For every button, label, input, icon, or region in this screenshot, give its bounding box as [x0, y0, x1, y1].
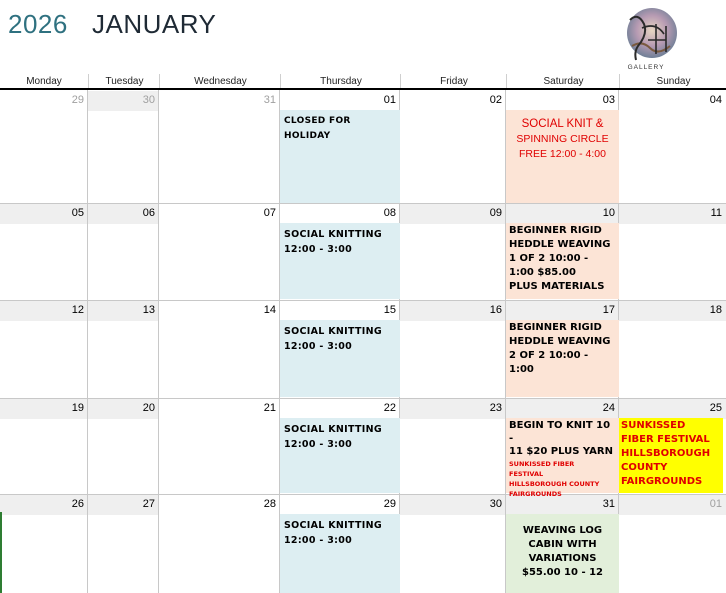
month-title: JANUARY: [92, 9, 217, 39]
logo-text: GALLERY: [627, 64, 665, 71]
column-divider: [158, 90, 159, 593]
date-number-outside-month: 29: [71, 94, 84, 106]
weekday-wednesday: Wednesday: [159, 74, 281, 89]
event-jan31-l1: WEAVING LOG: [522, 525, 603, 536]
event-jan03-social-knit: [506, 110, 619, 203]
date-number: 04: [709, 94, 722, 106]
date-number: 06: [88, 204, 159, 224]
event-jan10-l2: HEDDLE WEAVING: [509, 239, 611, 250]
event-jan31-l2: CABIN WITH: [528, 539, 597, 550]
date-number: 17: [506, 301, 619, 321]
event-jan31-log-cabin: [506, 514, 619, 593]
date-number: 09: [400, 204, 506, 224]
date-number: 15: [383, 304, 396, 316]
event-jan17-l1: BEGINNER RIGID: [509, 322, 602, 333]
weekday-saturday: Saturday: [506, 74, 620, 89]
event-jan24-note2: FESTIVAL: [509, 470, 544, 478]
date-number: 11: [619, 204, 726, 224]
event-jan29-title: SOCIAL KNITTING: [284, 520, 382, 531]
event-jan31-l4: $55.00 10 - 12: [521, 567, 603, 578]
date-number: 08: [383, 207, 396, 219]
event-jan17-l4: 1:00: [509, 364, 534, 375]
event-jan17-rigid-heddle: [506, 320, 619, 397]
date-number-outside-month: 31: [263, 94, 276, 106]
event-jan03-line2: SPINNING CIRCLE: [516, 133, 609, 145]
selection-edge: [0, 512, 2, 593]
event-jan25-l4: COUNTY: [621, 462, 668, 473]
date-number: 18: [619, 301, 726, 321]
event-jan03-line1: SOCIAL KNIT &: [521, 118, 604, 130]
event-jan08-time: 12:00 - 3:00: [284, 244, 353, 255]
event-jan03-line3: FREE 12:00 - 4:00: [519, 148, 606, 160]
event-jan17-l2: HEDDLE WEAVING: [509, 336, 611, 347]
date-number: 07: [263, 207, 276, 219]
date-number: 28: [263, 498, 276, 510]
date-number: 24: [506, 399, 619, 419]
date-number-outside-month: 01: [619, 495, 726, 515]
event-jan10-l1: BEGINNER RIGID: [509, 225, 602, 236]
date-number: 30: [400, 495, 506, 515]
event-jan25-l1: SUNKISSED: [621, 420, 686, 431]
event-jan29-time: 12:00 - 3:00: [284, 535, 353, 546]
date-number: 03: [602, 94, 615, 106]
date-number: 27: [88, 495, 159, 515]
event-jan24-note4: FAIRGROUNDS: [509, 490, 562, 498]
event-jan15-title: SOCIAL KNITTING: [284, 326, 382, 337]
event-jan31-l3: VARIATIONS: [528, 553, 597, 564]
date-number: 22: [383, 402, 396, 414]
date-number: 19: [0, 399, 88, 419]
date-number: 29: [383, 498, 396, 510]
date-number: 16: [400, 301, 506, 321]
event-jan15-social-knitting: [280, 320, 400, 397]
date-number: 12: [0, 301, 88, 321]
event-jan24-l1: BEGIN TO KNIT 10 -: [509, 420, 611, 444]
date-number: 10: [506, 204, 619, 224]
date-number-outside-month: 30: [88, 91, 159, 111]
event-jan25-l3: HILLSBOROUGH: [621, 448, 711, 459]
event-jan10-rigid-heddle: [506, 223, 619, 299]
gallery-logo: [612, 6, 680, 72]
date-number: 21: [263, 402, 276, 414]
event-jan01-closed: CLOSED FOR HOLIDAY: [280, 110, 400, 203]
event-jan15-time: 12:00 - 3:00: [284, 341, 353, 352]
date-number: 13: [88, 301, 159, 321]
event-jan22-social-knitting: [280, 418, 400, 493]
date-number: 23: [400, 399, 506, 419]
event-jan24-l2: 11 $20 PLUS YARN: [509, 446, 613, 457]
event-jan24-begin-to-knit: [506, 418, 619, 498]
event-jan10-l4: 1:00 $85.00: [509, 267, 576, 278]
event-jan29-social-knitting: [280, 514, 400, 593]
date-number: 05: [0, 204, 88, 224]
event-jan10-l5: PLUS MATERIALS: [509, 281, 605, 292]
date-number: 14: [263, 304, 276, 316]
event-jan22-time: 12:00 - 3:00: [284, 439, 353, 450]
event-jan22-title: SOCIAL KNITTING: [284, 424, 382, 435]
event-jan25-l5: FAIRGROUNDS: [621, 476, 703, 487]
weekday-monday: Monday: [26, 76, 62, 87]
date-number: 31: [506, 495, 619, 515]
weekday-friday: Friday: [400, 74, 507, 89]
event-jan17-l3: 2 OF 2 10:00 -: [509, 350, 589, 361]
date-number: 26: [0, 495, 88, 515]
event-jan24-note1: SUNKISSED FIBER: [509, 460, 575, 468]
event-jan25-festival: [619, 418, 723, 493]
year-label: 2026: [8, 9, 68, 39]
column-divider: [87, 90, 88, 593]
weekday-tuesday: Tuesday: [88, 74, 160, 89]
event-jan25-l2: FIBER FESTIVAL: [621, 434, 710, 445]
date-number: 25: [619, 399, 726, 419]
date-number: 20: [88, 399, 159, 419]
event-jan10-l3: 1 OF 2 10:00 -: [509, 253, 589, 264]
event-jan24-note3: HILLSBOROUGH COUNTY: [509, 480, 600, 488]
date-number: 02: [489, 94, 502, 106]
weekday-header-row: [0, 74, 726, 89]
event-jan08-social-knitting: [280, 223, 400, 299]
event-jan08-title: SOCIAL KNITTING: [284, 229, 382, 240]
date-number: 01: [383, 94, 396, 106]
weekday-sunday: Sunday: [619, 74, 726, 89]
weekday-thursday: Thursday: [280, 74, 401, 89]
